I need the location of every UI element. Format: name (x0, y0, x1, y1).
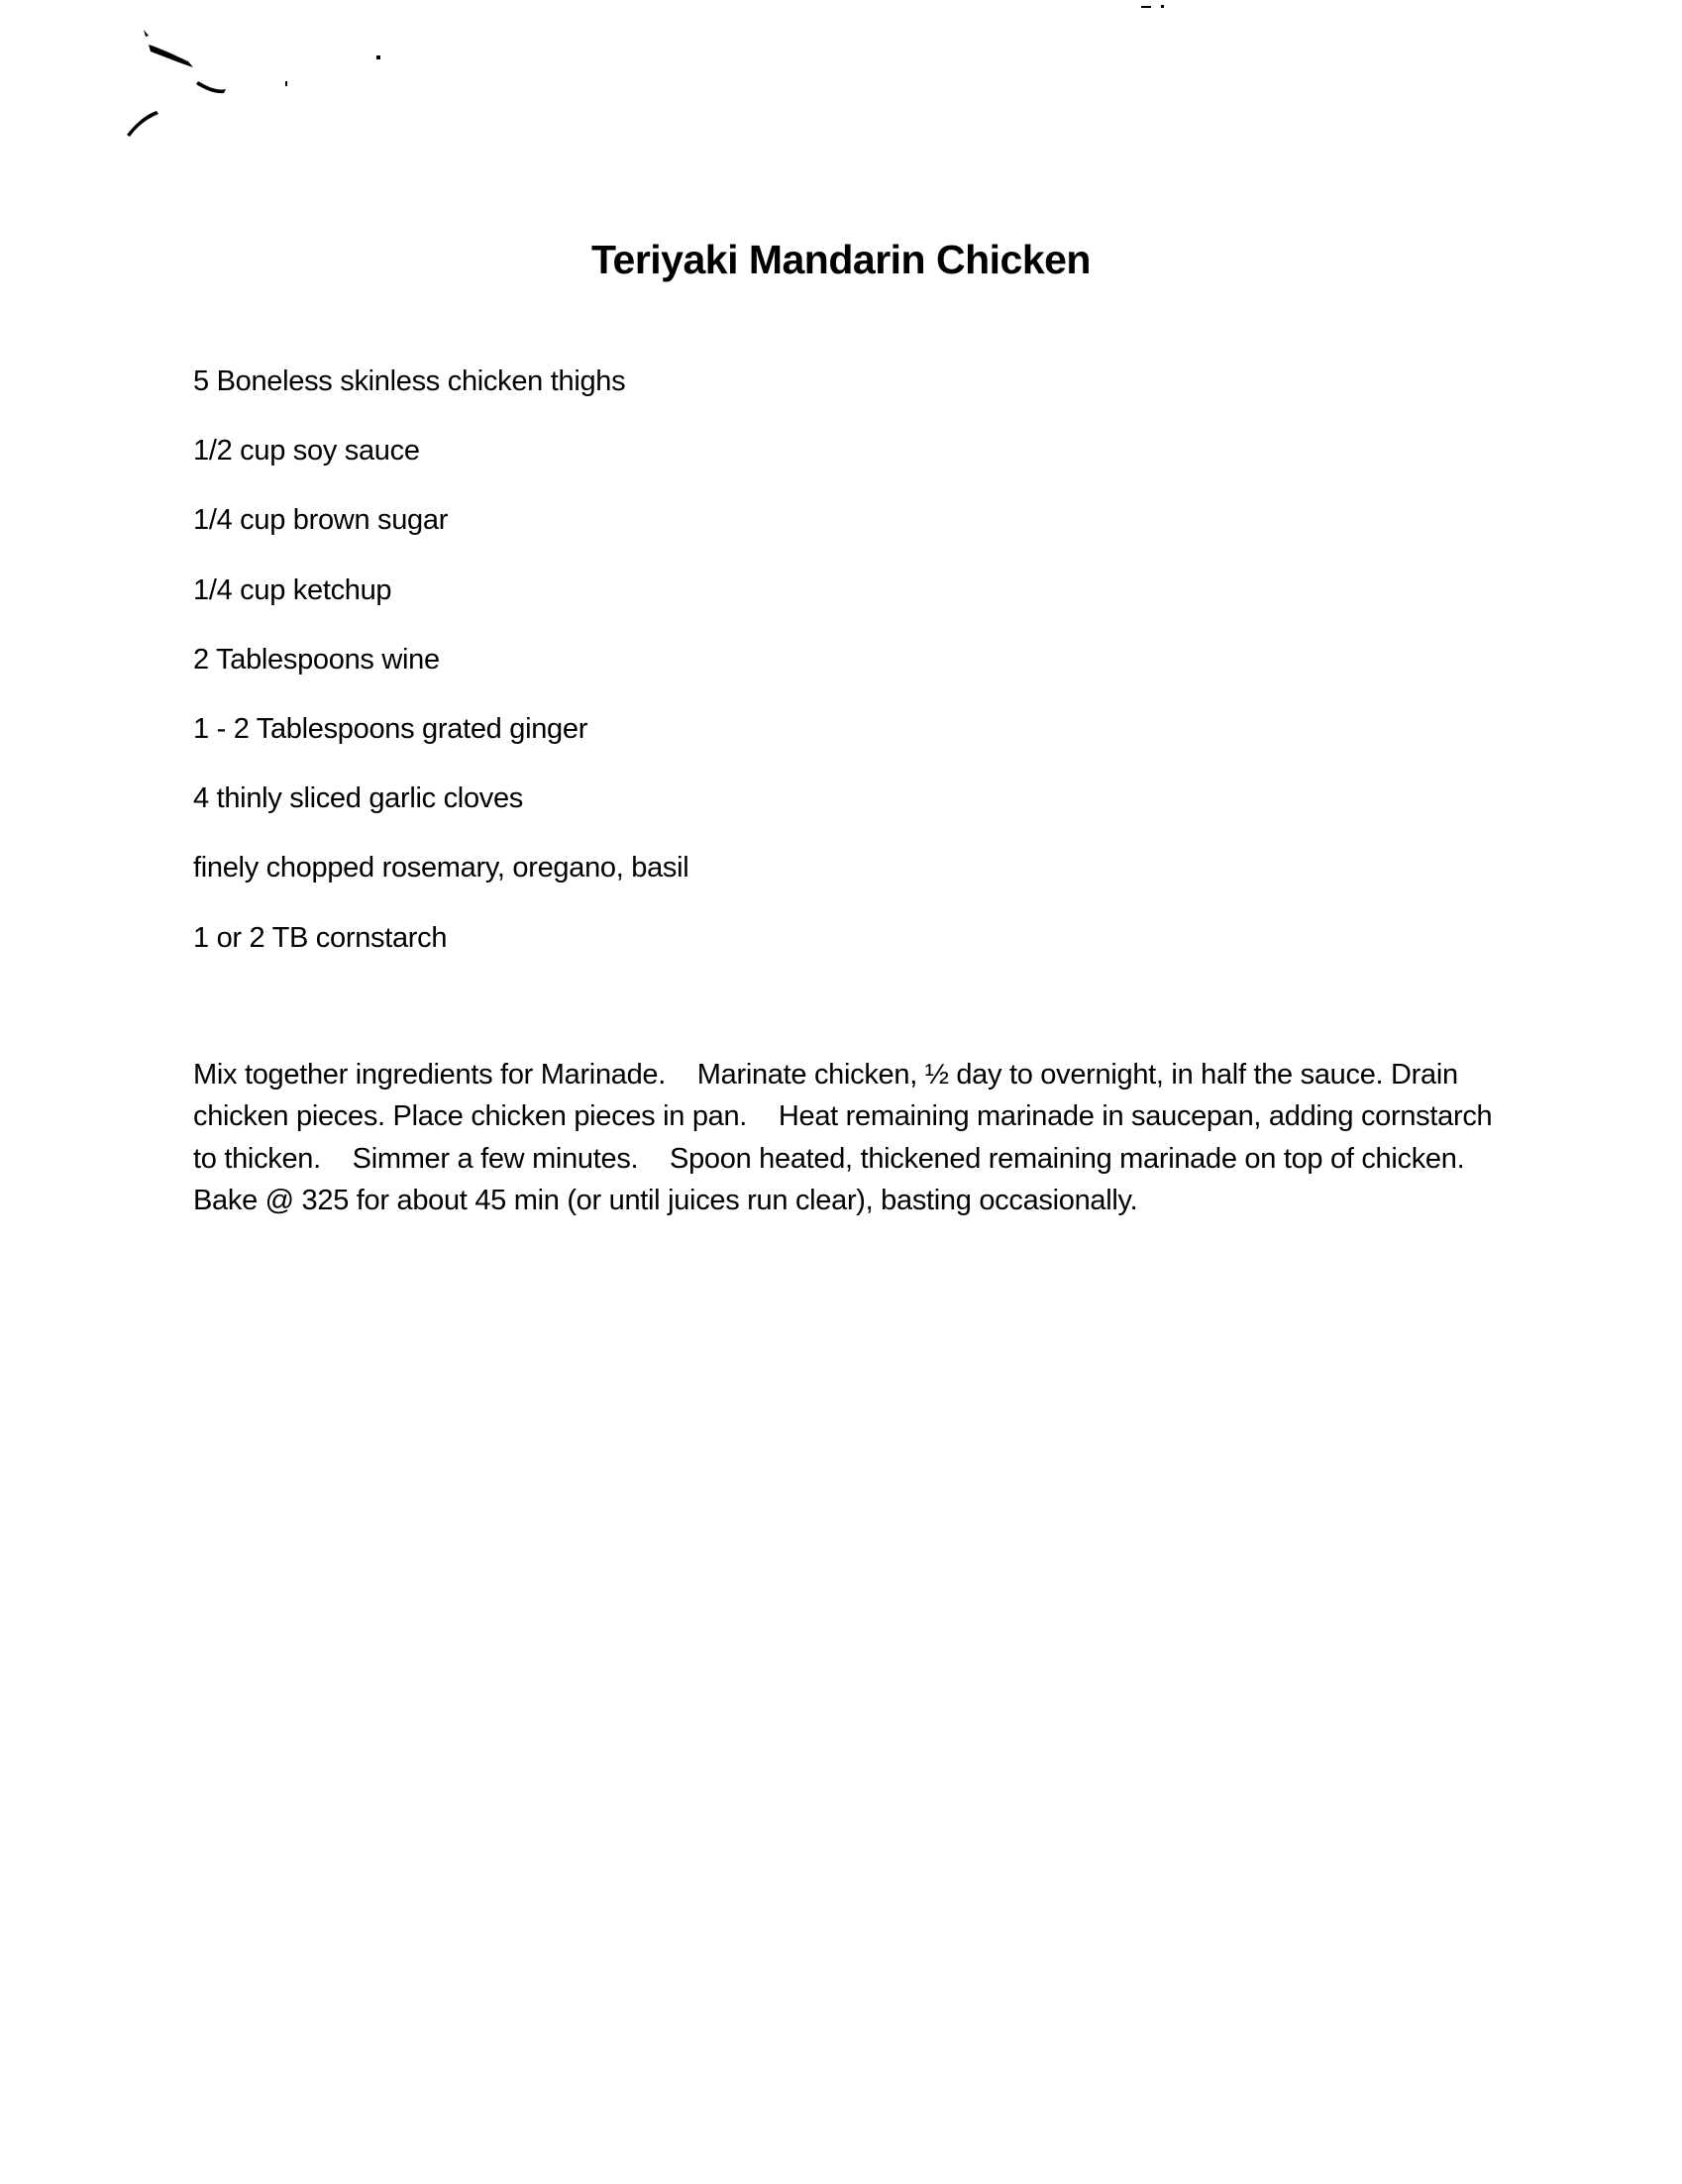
instruction-step: Bake @ 325 for about 45 min (or until juices run clear), basting occasionally. (193, 1184, 1138, 1216)
ingredient-list (193, 364, 688, 990)
ingredient-item: 4 thinly sliced garlic cloves (193, 782, 523, 815)
instruction-step: Heat remaining marinade in saucepan, adding cornstarch to thicken. (193, 1100, 1493, 1175)
ingredient-item: 1/4 cup brown sugar (193, 504, 449, 537)
recipe-title: Teriyaki Mandarin Chicken (591, 237, 1091, 283)
ingredient-item: 1 - 2 Tablespoons grated ginger (193, 712, 588, 745)
ingredient-item: 5 Boneless skinless chicken thighs (193, 365, 626, 397)
ingredient-item: 1 or 2 TB cornstarch (193, 921, 448, 954)
instructions-paragraph (193, 1054, 1501, 1221)
instruction-step: Marinate chicken, ½ day to overnight, in half the sauce. Drain chicken pieces. Place chicken pieces in pan. (193, 1059, 1458, 1133)
ingredient-item: 2 Tablespoons wine (193, 643, 440, 676)
instruction-step: Mix together ingredients for Marinade. (193, 1059, 667, 1091)
instruction-step: Simmer a few minutes. (352, 1142, 639, 1175)
ingredient-item: 1/4 cup ketchup (193, 573, 392, 606)
scan-speck-marks (0, 0, 1682, 198)
instruction-step: Spoon heated, thickened remaining marinade on top of chicken. (670, 1142, 1465, 1175)
ingredient-item: finely chopped rosemary, oregano, basil (193, 852, 689, 884)
ingredient-item: 1/2 cup soy sauce (193, 435, 420, 468)
